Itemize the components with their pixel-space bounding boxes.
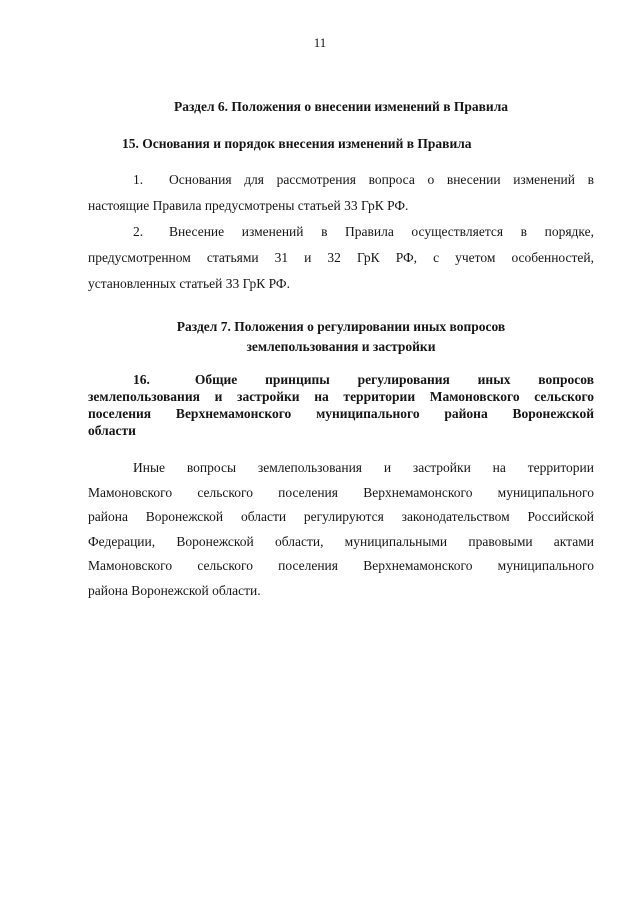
article-16-body-line-1: Иные вопросы землепользования и застройки на территории: [133, 460, 594, 475]
section-7-title: [88, 317, 594, 357]
section-7-title-line-2: землепользования и застройки: [246, 339, 436, 354]
article-16-title-line-3: поселения Верхнемамонского муниципального района Воронежской: [88, 406, 594, 421]
article-16-title-line-4: области: [88, 423, 136, 438]
item-1-line-2: настоящие Правила предусмотрены статьей 33 ГрК РФ.: [88, 198, 409, 213]
item-2-line-1: [88, 219, 594, 245]
item-1-number: 1.: [133, 172, 144, 187]
page-number: 11: [313, 35, 327, 50]
section-7-title-line-1: Раздел 7. Положения о регулировании иных вопросов: [176, 319, 506, 334]
article-16-title-line-2: землепользования и застройки на территории Мамоновского сельского: [88, 389, 594, 404]
article-16-title-start: Общие принципы регулирования иных вопросов: [194, 372, 594, 387]
item-2-text-start: Внесение изменений в Правила осуществляется в порядке,: [169, 224, 594, 239]
item-2-line-3: установленных статьей 33 ГрК РФ.: [88, 276, 290, 291]
article-16-body-line-5: Мамоновского сельского поселения Верхнемамонского муниципального: [88, 558, 594, 573]
item-2-number: 2.: [133, 224, 144, 239]
article-15-item-1: [88, 167, 594, 219]
article-16-body-line-2: Мамоновского сельского поселения Верхнемамонского муниципального: [88, 484, 594, 500]
article-16-body-line-6: района Воронежской области.: [88, 582, 261, 598]
article-15-title: 15. Основания и порядок внесения изменений в Правила: [122, 136, 472, 151]
item-1-line-1: [88, 167, 594, 193]
article-16-title-line-1: [88, 371, 594, 388]
item-2-line-2: предусмотренном статьями 31 и 32 ГрК РФ, с учетом особенностей,: [88, 250, 594, 265]
article-15-item-2: [88, 219, 594, 297]
section-6-title: Раздел 6. Положения о внесении изменений в Правила: [173, 99, 509, 114]
article-16-body: [88, 456, 594, 603]
article-16-body-line-4: Федерации, Воронежской области, муниципальными правовыми актами: [88, 533, 594, 549]
article-16-title: [88, 371, 594, 439]
item-1-text-start: Основания для рассмотрения вопроса о внесении изменений в: [169, 172, 594, 187]
article-16-number: 16.: [133, 372, 150, 387]
article-16-body-line-3: района Воронежской области регулируются законодательством Российской: [88, 509, 594, 524]
